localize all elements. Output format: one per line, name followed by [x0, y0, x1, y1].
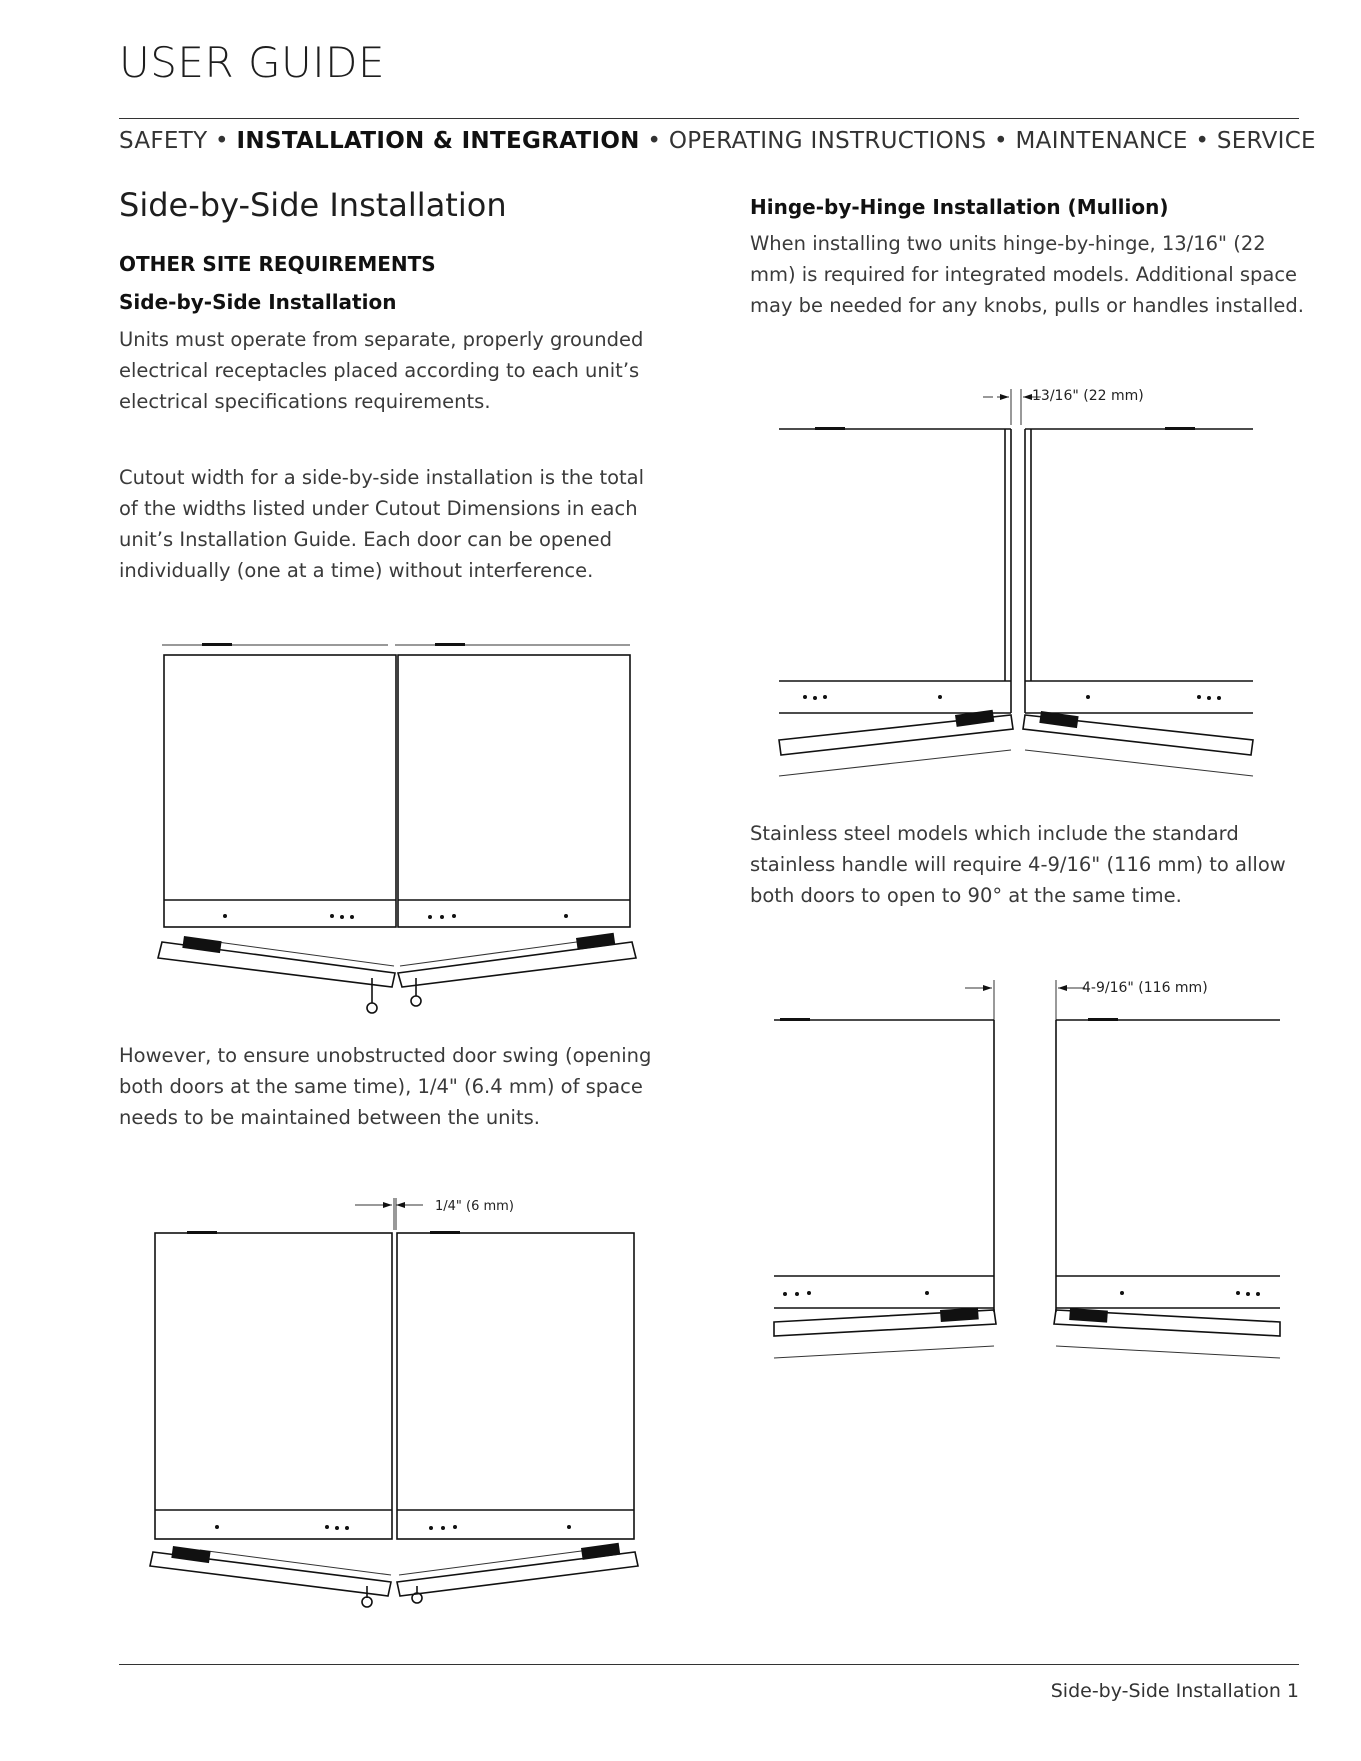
- paragraph-stainless: Stainless steel models which include the standard stainless handle will require 4-9/16" (116 mm) to allow both doors to open to 90° at the same time.: [750, 822, 1286, 907]
- paragraph-cutout-width: Cutout width for a side-by-side installation is the total of the widths listed under Cutout Dimensions in each unit’s Installation Guide. Each door can be opened individually (one at a time) without interference.: [119, 466, 645, 582]
- nav-separator: •: [215, 128, 229, 154]
- other-site-requirements-heading: OTHER SITE REQUIREMENTS: [119, 252, 436, 276]
- footer-page-label: Side-by-Side Installation 1: [1050, 1680, 1299, 1702]
- quarter-inch-gap-diagram: [145, 1190, 645, 1610]
- mullion-dimension-label: 13/16" (22 mm): [1032, 388, 1144, 404]
- side-by-side-diagram: [150, 640, 640, 1020]
- side-by-side-subheading: Side-by-Side Installation: [119, 290, 397, 314]
- section-breadcrumb: [119, 128, 1316, 154]
- header-divider: [119, 118, 1299, 119]
- hinge-by-hinge-heading: Hinge-by-Hinge Installation (Mullion): [750, 195, 1169, 219]
- nav-separator: •: [647, 128, 662, 154]
- nav-item-installation-active: INSTALLATION & INTEGRATION: [236, 128, 640, 154]
- paragraph-hinge-by-hinge: When installing two units hinge-by-hinge, 13/16" (22 mm) is required for integrated models. Additional space may be needed for any knobs, pulls or handles installed.: [750, 232, 1304, 317]
- mullion-gap-diagram: [775, 385, 1255, 785]
- quarter-inch-dimension-label: 1/4" (6 mm): [435, 1199, 514, 1214]
- nav-separator: •: [994, 128, 1008, 154]
- stainless-dimension-label: 4-9/16" (116 mm): [1082, 980, 1208, 996]
- nav-item-service: SERVICE: [1216, 128, 1316, 154]
- footer-divider: [119, 1664, 1299, 1665]
- stainless-handle-gap-diagram: [770, 970, 1285, 1370]
- nav-item-maintenance: MAINTENANCE: [1015, 128, 1188, 154]
- document-title: USER GUIDE: [119, 38, 386, 87]
- paragraph-receptacles: Units must operate from separate, properly grounded electrical receptacles placed according to each unit’s electrical specifications requirements.: [119, 328, 644, 413]
- nav-item-safety: SAFETY: [119, 128, 208, 154]
- nav-separator: •: [1195, 128, 1210, 154]
- paragraph-door-swing: However, to ensure unobstructed door swing (opening both doors at the same time), 1/4" (6.4 mm) of space needs to be maintained between the units.: [119, 1044, 652, 1129]
- section-title: Side-by-Side Installation: [119, 186, 507, 224]
- nav-item-operating: OPERATING INSTRUCTIONS: [668, 128, 987, 154]
